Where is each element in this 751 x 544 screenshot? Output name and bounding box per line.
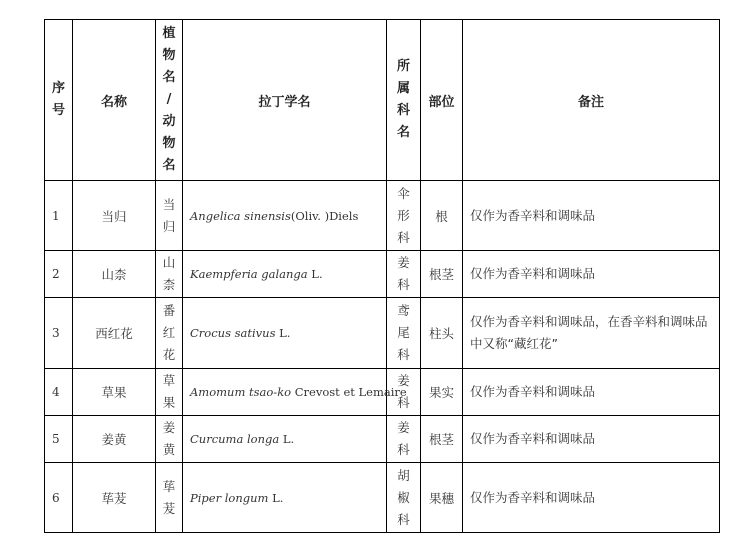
- header-part: 部位: [421, 20, 463, 181]
- latin-genus-species: Amomum tsao-ko: [190, 385, 292, 399]
- latin-authority: (Oliv. )Diels: [290, 208, 359, 223]
- vertical-char: 姜: [397, 420, 410, 435]
- vertical-char: 物: [162, 136, 176, 151]
- cell-latin: [183, 251, 387, 298]
- cell-note: 仅作为香辛料和调味品，在香辛料和调味品中又称“藏红花”: [463, 298, 720, 369]
- cell-index: 4: [45, 369, 73, 416]
- vertical-char: 科: [397, 347, 410, 362]
- vertical-char: 伞: [397, 185, 410, 201]
- vertical-char: 荜: [162, 478, 176, 494]
- cell-index: 3: [45, 298, 73, 369]
- header-index: [45, 20, 73, 181]
- vertical-char: 形: [397, 207, 410, 223]
- cell-plant: [156, 181, 183, 251]
- vertical-char: 科: [397, 277, 410, 292]
- cell-part: 柱头: [421, 298, 463, 369]
- cell-note: 仅作为香辛料和调味品: [463, 181, 720, 251]
- latin-authority: L.: [268, 490, 284, 505]
- vertical-char: 科: [397, 395, 410, 410]
- table-row: [45, 369, 720, 416]
- cell-family: [387, 251, 421, 298]
- vertical-char: 植: [162, 26, 176, 41]
- latin-genus-species: Piper longum: [190, 490, 269, 505]
- table-row: [45, 251, 720, 298]
- cell-part: 果实: [421, 369, 463, 416]
- cell-note: 仅作为香辛料和调味品: [463, 369, 720, 416]
- vertical-char: 姜: [162, 420, 176, 435]
- cell-part: 根: [421, 181, 463, 251]
- cell-name: 山柰: [73, 251, 156, 298]
- header-latin: 拉丁学名: [183, 20, 387, 181]
- vertical-char: 所: [396, 59, 410, 74]
- cell-part: 果穗: [421, 463, 463, 533]
- table-row: [45, 298, 720, 369]
- latin-genus-species: Crocus sativus: [190, 326, 276, 340]
- cell-index: 5: [45, 416, 73, 463]
- vertical-char: 科: [397, 229, 410, 245]
- cell-note: 仅作为香辛料和调味品: [463, 251, 720, 298]
- cell-plant: [156, 369, 183, 416]
- vertical-char: 花: [162, 347, 176, 362]
- cell-name: 草果: [73, 369, 156, 416]
- herb-table: [44, 19, 720, 533]
- table-row: [45, 416, 720, 463]
- vertical-char: 姜: [397, 255, 410, 270]
- cell-family: [387, 463, 421, 533]
- vertical-char: 果: [162, 395, 176, 410]
- latin-authority: L.: [307, 267, 323, 281]
- vertical-char: 姜: [397, 373, 410, 388]
- header-note: 备注: [463, 20, 720, 181]
- cell-plant: [156, 463, 183, 533]
- vertical-char: 科: [397, 442, 410, 457]
- latin-authority: L.: [279, 432, 295, 446]
- vertical-char: 尾: [397, 325, 410, 340]
- cell-family: [387, 181, 421, 251]
- cell-part: 根茎: [421, 416, 463, 463]
- vertical-char: /: [166, 92, 172, 107]
- header-name: 名称: [73, 20, 156, 181]
- latin-genus-species: Kaempferia galanga: [190, 267, 308, 281]
- vertical-char: 物: [162, 48, 176, 63]
- header-plant-animal: [156, 20, 183, 181]
- latin-authority: L.: [275, 326, 291, 340]
- cell-index: 2: [45, 251, 73, 298]
- vertical-char: 茇: [162, 500, 176, 516]
- latin-authority: Crevost et Lemaire: [291, 385, 407, 399]
- table-row: [45, 463, 720, 533]
- vertical-char: 动: [162, 114, 176, 129]
- vertical-char: 号: [51, 103, 65, 118]
- cell-latin: [183, 463, 387, 533]
- vertical-char: 黄: [162, 442, 176, 457]
- cell-family: [387, 416, 421, 463]
- vertical-char: 科: [396, 103, 410, 118]
- vertical-char: 名: [396, 125, 410, 140]
- vertical-char: 柰: [162, 277, 176, 292]
- cell-plant: [156, 251, 183, 298]
- vertical-char: 红: [162, 325, 176, 340]
- cell-plant: [156, 298, 183, 369]
- vertical-char: 番: [162, 303, 176, 318]
- cell-index: 1: [45, 181, 73, 251]
- latin-genus-species: Curcuma longa: [190, 432, 280, 446]
- cell-name: 荜茇: [73, 463, 156, 533]
- cell-family: [387, 298, 421, 369]
- cell-latin: [183, 369, 407, 416]
- vertical-char: 草: [162, 373, 176, 388]
- vertical-char: 科: [397, 511, 410, 527]
- cell-name: 当归: [73, 181, 156, 251]
- vertical-char: 椒: [397, 489, 410, 505]
- cell-latin: [183, 416, 387, 463]
- table-header-row: [45, 20, 720, 181]
- vertical-char: 名: [162, 70, 176, 85]
- cell-note: 仅作为香辛料和调味品: [463, 463, 720, 533]
- cell-note: 仅作为香辛料和调味品: [463, 416, 720, 463]
- vertical-char: 归: [162, 218, 176, 234]
- cell-latin: [183, 181, 387, 251]
- vertical-char: 胡: [397, 467, 410, 483]
- vertical-char: 属: [396, 81, 410, 96]
- vertical-char: 名: [162, 158, 176, 173]
- vertical-char: 序: [51, 81, 65, 96]
- cell-name: 姜黄: [73, 416, 156, 463]
- header-family: [387, 20, 421, 181]
- cell-plant: [156, 416, 183, 463]
- cell-index: 6: [45, 463, 73, 533]
- cell-latin: [183, 298, 387, 369]
- vertical-char: 山: [162, 255, 176, 270]
- vertical-char: 鸢: [397, 303, 410, 318]
- latin-genus-species: Angelica sinensis: [190, 208, 291, 223]
- cell-part: 根茎: [421, 251, 463, 298]
- cell-name: 西红花: [73, 298, 156, 369]
- table-row: [45, 181, 720, 251]
- vertical-char: 当: [162, 196, 176, 212]
